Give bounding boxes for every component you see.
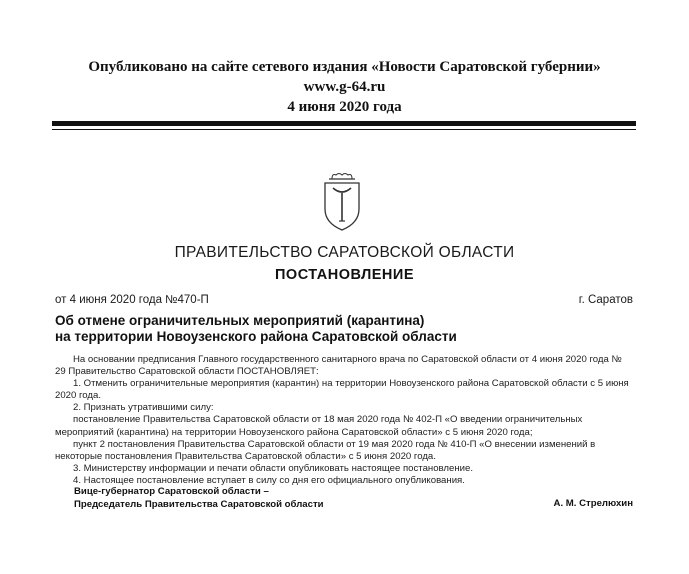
signatory-name: А. М. Стрелюхин (553, 498, 633, 509)
signatory-position (74, 485, 324, 511)
decree-city: г. Саратов (578, 294, 633, 306)
publication-website: www.g-64.ru (303, 79, 386, 95)
header-divider-thin (52, 129, 636, 130)
body-paragraph: 2. Признать утратившими силу: (73, 402, 214, 414)
decree-date-number: от 4 июня 2020 года №470-П (55, 294, 209, 306)
document-type: ПОСТАНОВЛЕНИЕ (275, 267, 414, 283)
saratov-coat-of-arms-icon (319, 171, 365, 233)
body-paragraph: 1. Отменить ограничительные мероприятия (карантин) на территории Новоузенского района Саратовской области с 5 июня 2020 года. (55, 378, 629, 402)
signatory-position-line-1: Вице-губернатор Саратовской области – (74, 486, 269, 497)
body-paragraph: На основании предписания Главного государственного санитарного врача по Саратовской области от 4 июня 2020 года № 29 Правительство Саратовской области ПОСТАНОВЛЯЕТ: (55, 354, 622, 378)
decree-title (55, 313, 635, 345)
government-name: ПРАВИТЕЛЬСТВО САРАТОВСКОЙ ОБЛАСТИ (174, 244, 515, 261)
title-line-2: на территории Новоузенского района Саратовской области (55, 329, 457, 344)
decree-body (55, 354, 633, 487)
date-line (55, 294, 633, 306)
body-paragraph: 3. Министерству информации и печати области опубликовать настоящее постановление. (73, 462, 474, 474)
publication-header (0, 57, 689, 117)
body-paragraph: постановление Правительства Саратовской области от 18 мая 2020 года № 402-П «О введении ограничительных мероприятий (карантина) на территории Новоузенского района Саратовской области» с 5 июня 2020 года; (55, 414, 583, 438)
signatory-position-line-2: Председатель Правительства Саратовской области (74, 499, 324, 510)
body-paragraph: пункт 2 постановления Правительства Саратовской области от 19 мая 2020 года № 410-П «О внесении изменений в некоторые постановления Правительства Саратовской области» с 5 июня 2020 года. (55, 438, 596, 462)
header-divider-thick (52, 121, 636, 126)
title-line-1: Об отмене ограничительных мероприятий (карантина) (55, 313, 425, 328)
publication-date: 4 июня 2020 года (287, 99, 402, 115)
publication-line-1: Опубликовано на сайте сетевого издания «Новости Саратовской губернии» (88, 59, 601, 75)
body-paragraph: 4. Настоящее постановление вступает в силу со дня его официального опубликования. (73, 474, 465, 486)
